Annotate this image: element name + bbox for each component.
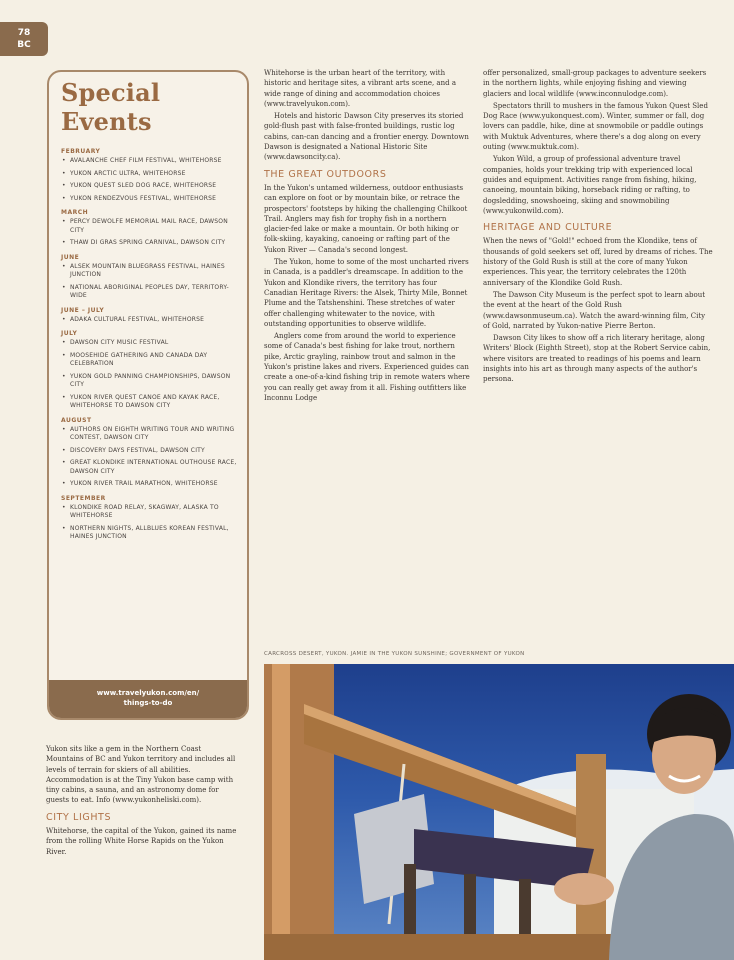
- page-section: BC: [17, 40, 31, 50]
- page-number: 78: [17, 28, 31, 38]
- left-paragraph-2: Whitehorse, the capital of the Yukon, gained its name from the rolling White Horse Rapids on the Yukon River.: [46, 827, 237, 856]
- event-item: • YUKON RIVER TRAIL MARATHON, WHITEHORSE: [61, 480, 237, 489]
- event-item: • DAWSON CITY MUSIC FESTIVAL: [61, 339, 237, 348]
- page-number-tab: [0, 22, 48, 56]
- events-month-heading: FEBRUARY: [61, 148, 101, 155]
- heritage-culture-heading: HERITAGE AND CULTURE: [483, 222, 613, 234]
- event-item: • NORTHERN NIGHTS, ALLBLUES KOREAN FESTIVAL, HAINES JUNCTION: [61, 525, 237, 542]
- events-month-heading: JUNE – JULY: [61, 306, 105, 314]
- feature-photo: [264, 664, 734, 960]
- right-paragraph-6: Dawson City likes to show off a rich literary heritage, along Writers' Block (Eighth Street), stop at the Robert Service cabin, where visitors are treated to readings of his poems and learn insights into his art as through many aspects of the author's persona.: [483, 334, 711, 384]
- event-item: • ALSEK MOUNTAIN BLUEGRASS FESTIVAL, HAINES JUNCTION: [61, 263, 237, 280]
- mid-paragraph-1: Whitehorse is the urban heart of the territory, with historic and heritage sites, a vibrant arts scene, and a wide range of dining and accommodation choices (www.travelyukon.com).: [264, 69, 456, 108]
- mid-paragraph-2: Hotels and historic Dawson City preserves its storied gold-flush past with false-fronted buildings, rustic log cabins, can-can dancing and a frontier energy. Downtown Dawson is designated a National Historic Site (www.dawsoncity.ca).: [264, 112, 469, 162]
- events-footer-label[interactable]: things-to-do: [123, 699, 173, 707]
- event-item: • DISCOVERY DAYS FESTIVAL, DAWSON CITY: [61, 447, 237, 456]
- events-title: Special Events: [61, 78, 161, 136]
- photo-caption: CARCROSS DESERT, YUKON. JAMIE IN THE YUKON SUNSHINE; GOVERNMENT OF YUKON: [264, 651, 525, 657]
- event-item: • YUKON QUEST SLED DOG RACE, WHITEHORSE: [61, 182, 237, 191]
- event-item: • THAW DI GRAS SPRING CARNIVAL, DAWSON CITY: [61, 239, 237, 248]
- event-item: • PERCY DEWOLFE MEMORIAL MAIL RACE, DAWSON CITY: [61, 218, 237, 235]
- left-paragraph-1: Yukon sits like a gem in the Northern Coast Mountains of BC and Yukon territory and includes all levels of terrain for skiers of all abilities. Accommodation is at the Tiny Yukon base camp with tiny cabins, a sauna, and an astronomy dome for guests to eat. Info (www.yukonheliski.com).: [46, 745, 236, 805]
- event-item: • KLONDIKE ROAD RELAY, SKAGWAY, ALASKA TO WHITEHORSE: [61, 504, 237, 521]
- event-item: • YUKON RIVER QUEST CANOE AND KAYAK RACE, WHITEHORSE TO DAWSON CITY: [61, 394, 237, 411]
- events-footer-url[interactable]: www.travelyukon.com/en/: [96, 689, 200, 697]
- events-month-heading: MARCH: [61, 209, 89, 216]
- special-events-box: [47, 70, 249, 720]
- middle-column: [264, 68, 470, 405]
- right-paragraph-1: offer personalized, small-group packages to adventure seekers in the northern lights, while enjoying fishing and viewing glaciers and local wildlife (www.inconnulodge.com).: [483, 69, 707, 98]
- event-item: • MOOSEHIDE GATHERING AND CANADA DAY CELEBRATION: [61, 352, 237, 369]
- event-item: • NATIONAL ABORIGINAL PEOPLES DAY, TERRITORY-WIDE: [61, 284, 237, 301]
- city-lights-heading: CITY LIGHTS: [46, 811, 112, 823]
- events-footer[interactable]: [49, 680, 247, 718]
- event-item: • YUKON ARCTIC ULTRA, WHITEHORSE: [61, 170, 237, 179]
- right-paragraph-5: The Dawson City Museum is the perfect spot to learn about the event at the heart of the Gold Rush (www.dawsonmuseum.ca). Watch the award-winning film, City of Gold, narrated by Yukon-native Pierre Berton.: [483, 290, 706, 330]
- event-item: • YUKON GOLD PANNING CHAMPIONSHIPS, DAWSON CITY: [61, 373, 237, 390]
- event-item: • GREAT KLONDIKE INTERNATIONAL OUTHOUSE RACE, DAWSON CITY: [61, 459, 237, 476]
- mid-paragraph-5: Anglers come from around the world to experience some of Canada's best fishing for lake trout, northern pike, Arctic grayling, rainbow trout and salmon in the Yukon's pristine lakes and rivers. Experienced guides can create a one-of-a-kind fishing trip in remote waters where you can really get away from it all. Fishing outfitters like Inconnu Lodge: [264, 332, 470, 402]
- photo-illustration: [264, 664, 734, 960]
- events-list: [49, 136, 247, 542]
- right-paragraph-4: When the news of "Gold!" echoed from the Klondike, tens of thousands of gold seekers set off, lured by dreams of riches. The history of the Gold Rush is still at the core of many Yukon experiences. This year, the territory celebrates the 120th anniversary of the Klondike Gold Rush.: [483, 237, 713, 287]
- event-item: • AVALANCHE CHEF FILM FESTIVAL, WHITEHORSE: [61, 157, 237, 166]
- events-month-heading: JUNE: [61, 253, 80, 261]
- right-paragraph-2: Spectators thrill to mushers in the famous Yukon Quest Sled Dog Race (www.yukonquest.com). Winter, summer or fall, dog lovers can paddle, hike, dine at snowmobile or paddle outings with Muktuk Adventures, where there's a dog along on every outing (www.muktuk.com).: [483, 101, 708, 152]
- mid-paragraph-3: In the Yukon's untamed wilderness, outdoor enthusiasts can explore on foot or by mountain bike, or retrace the prospectors' footsteps by hiking the challenging Chilkoot Trail. Anglers may fish for trophy fish in a northern glacier-fed lake or make a mountain. Or both hiking or folk-skiing, kayaking, canoeing or rafting part of the Yukon River — Canada's second longest.: [264, 183, 468, 254]
- events-month-heading: AUGUST: [61, 416, 92, 424]
- events-month-heading: SEPTEMBER: [61, 494, 106, 502]
- great-outdoors-heading: THE GREAT OUTDOORS: [264, 168, 387, 180]
- right-column: [483, 68, 713, 387]
- event-item: • AUTHORS ON EIGHTH WRITING TOUR AND WRITING CONTEST, DAWSON CITY: [61, 426, 237, 443]
- left-bottom-column: [46, 744, 241, 859]
- event-item: • YUKON RENDEZVOUS FESTIVAL, WHITEHORSE: [61, 195, 237, 204]
- mid-paragraph-4: The Yukon, home to some of the most uncharted rivers in Canada, is a paddler's dreamscape. In addition to the Yukon and Klondike rivers, the territory has four Canadian Heritage Rivers: the Alsek, Thirty Mile, Bonnet Plume and the Tatshenshini. These stretches of water offer challenging whitewater to the novice, with outstanding opportunities to observe wildlife.: [264, 258, 469, 328]
- event-item: • ADAKA CULTURAL FESTIVAL, WHITEHORSE: [61, 316, 237, 325]
- events-month-heading: JULY: [61, 330, 78, 337]
- right-paragraph-3: Yukon Wild, a group of professional adventure travel companies, holds your trekking trip with experienced local guides and equipment. Activities range from fishing, hiking, canoeing, mountain biking, horseback riding or rafting, to dogsledding, snowshoeing, skiing and snowmobiling (www.yukonwild.com).: [483, 155, 697, 215]
